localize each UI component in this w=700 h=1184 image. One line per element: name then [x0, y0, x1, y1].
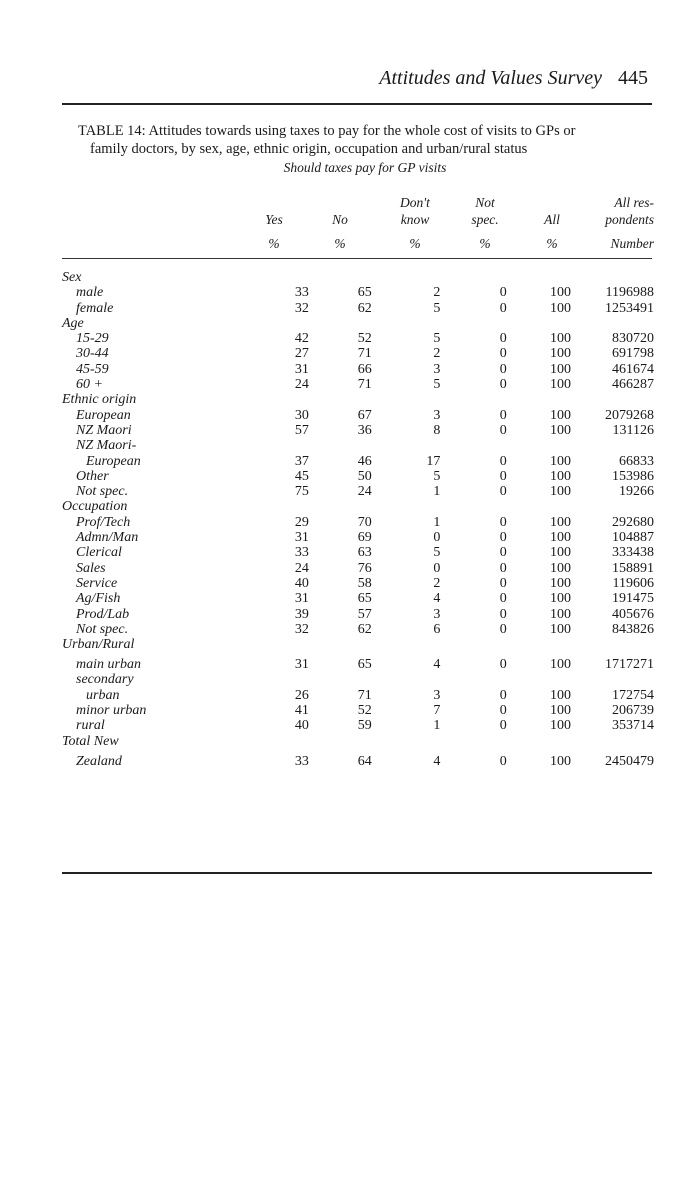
table-row: [62, 392, 654, 407]
cell-value: 100: [550, 560, 572, 576]
cell-value: 353714: [612, 718, 654, 734]
cell-value: [267, 392, 309, 407]
running-title: Attitudes and Values Survey: [379, 67, 602, 89]
table-row: [62, 607, 654, 622]
cell-value: 0: [499, 621, 507, 637]
cell-value: [571, 438, 654, 453]
cell-value: 2450479: [605, 753, 654, 769]
cell-value: 100: [550, 300, 572, 316]
table-row: [62, 703, 654, 718]
cell-value: [372, 438, 441, 453]
cell-value: 100: [550, 514, 572, 530]
cell-value: [440, 734, 506, 749]
row-label: Service: [76, 575, 118, 591]
cell-value: 4: [433, 591, 441, 607]
cell-value: 292680: [612, 514, 654, 530]
row-label: European: [86, 453, 141, 469]
cell-value: 0: [499, 346, 507, 362]
row-label: 45-59: [76, 361, 109, 377]
table-row: [62, 377, 654, 392]
table-row: [62, 530, 654, 545]
cell-value: 17: [426, 453, 441, 469]
cell-value: 100: [550, 331, 572, 347]
row-label: female: [76, 300, 114, 316]
row-label: NZ Maori: [76, 422, 132, 438]
cell-value: 691798: [612, 346, 654, 362]
cell-value: 63: [357, 545, 372, 561]
table-row: [62, 688, 654, 703]
cell-value: 33: [294, 285, 309, 301]
cell-value: 30: [294, 407, 309, 423]
row-label: 60 +: [76, 377, 103, 393]
table-row: [62, 734, 654, 749]
cell-value: [571, 392, 654, 407]
table-row: [62, 637, 654, 652]
caption-line-1: TABLE 14: Attitudes towards using taxes to pay for the whole cost of visits to GPs or: [78, 123, 576, 139]
row-label: main urban: [76, 657, 141, 673]
table-row: [62, 469, 654, 484]
header-bottom-rule: [62, 258, 652, 259]
row-label: Sex: [62, 270, 82, 285]
cell-value: 0: [499, 575, 507, 591]
cell-value: 100: [550, 377, 572, 393]
row-label: Urban/Rural: [62, 637, 135, 653]
table-row: [62, 718, 654, 733]
table-row: [62, 652, 654, 672]
cell-value: 100: [550, 545, 572, 561]
row-label: Other: [76, 468, 109, 484]
cell-value: 33: [294, 753, 309, 769]
cell-value: [309, 270, 372, 285]
cell-value: 1717271: [605, 657, 654, 673]
row-label: rural: [76, 718, 105, 734]
col-header-no: No: [332, 212, 348, 227]
cell-value: 3: [433, 606, 441, 622]
cell-value: 31: [294, 657, 309, 673]
cell-value: 2: [433, 285, 441, 301]
cell-value: [440, 499, 506, 514]
col-header-dk-top: Don't: [400, 195, 430, 210]
cell-value: 2: [433, 346, 441, 362]
cell-value: 45: [294, 468, 309, 484]
cell-value: 40: [294, 575, 309, 591]
row-label: Admn/Man: [76, 530, 139, 546]
cell-value: 153986: [612, 468, 654, 484]
cell-value: 843826: [612, 621, 654, 637]
cell-value: [571, 672, 654, 687]
col-header-all: All: [544, 212, 560, 227]
col-header-ns-top: Not: [475, 195, 495, 210]
cell-value: [440, 438, 506, 453]
cell-value: 100: [550, 591, 572, 607]
cell-value: 100: [550, 703, 572, 719]
row-label: minor urban: [76, 703, 147, 719]
cell-value: 1: [433, 484, 441, 500]
table-row: [62, 285, 654, 300]
col-unit-ns: %: [479, 236, 491, 251]
col-header-ns: spec.: [471, 212, 499, 227]
cell-value: 69: [357, 530, 372, 546]
cell-value: [267, 499, 309, 514]
cell-value: 52: [357, 703, 372, 719]
running-head: [379, 67, 648, 90]
cell-value: [507, 637, 571, 652]
cell-value: 0: [433, 560, 441, 576]
cell-value: 100: [550, 687, 572, 703]
data-table: [62, 270, 654, 769]
cell-value: 119606: [612, 575, 654, 591]
cell-value: [507, 672, 571, 687]
cell-value: 0: [499, 591, 507, 607]
row-label: European: [76, 407, 131, 423]
cell-value: 0: [499, 407, 507, 423]
cell-value: 57: [294, 422, 309, 438]
cell-value: 0: [499, 285, 507, 301]
cell-value: [507, 316, 571, 331]
cell-value: [507, 392, 571, 407]
cell-value: 0: [499, 718, 507, 734]
table-row: [62, 672, 654, 687]
cell-value: 333438: [612, 545, 654, 561]
table-row: [62, 408, 654, 423]
cell-value: [507, 438, 571, 453]
cell-value: 830720: [612, 331, 654, 347]
cell-value: 0: [499, 560, 507, 576]
col-header-n: pondents: [605, 212, 654, 227]
cell-value: 0: [499, 484, 507, 500]
cell-value: [571, 270, 654, 285]
row-label: Not spec.: [76, 484, 129, 500]
cell-value: [372, 637, 441, 652]
cell-value: 37: [294, 453, 309, 469]
table-row: [62, 438, 654, 453]
cell-value: 1: [433, 718, 441, 734]
cell-value: 0: [499, 453, 507, 469]
cell-value: 0: [499, 753, 507, 769]
cell-value: 158891: [612, 560, 654, 576]
table-row: [62, 346, 654, 361]
col-unit-no: %: [334, 236, 346, 251]
cell-value: 46: [357, 453, 372, 469]
cell-value: 172754: [612, 687, 654, 703]
cell-value: [440, 392, 506, 407]
col-header-yes: Yes: [265, 212, 283, 227]
cell-value: [267, 637, 309, 652]
col-unit-dk: %: [409, 236, 421, 251]
cell-value: [372, 316, 441, 331]
cell-value: 0: [499, 606, 507, 622]
cell-value: [440, 672, 506, 687]
table-body: [62, 270, 654, 769]
cell-value: 58: [357, 575, 372, 591]
cell-value: 0: [499, 361, 507, 377]
cell-value: 71: [357, 377, 372, 393]
cell-value: [440, 270, 506, 285]
cell-value: [309, 316, 372, 331]
cell-value: 1253491: [605, 300, 654, 316]
cell-value: 2: [433, 575, 441, 591]
cell-value: 131126: [612, 422, 654, 438]
table-caption: [78, 122, 663, 158]
table-row: [62, 749, 654, 769]
cell-value: 36: [357, 422, 372, 438]
cell-value: 0: [499, 331, 507, 347]
cell-value: 104887: [612, 530, 654, 546]
cell-value: [309, 499, 372, 514]
cell-value: 0: [499, 687, 507, 703]
cell-value: 461674: [612, 361, 654, 377]
cell-value: 71: [357, 687, 372, 703]
cell-value: [507, 734, 571, 749]
cell-value: 65: [357, 657, 372, 673]
cell-value: [267, 270, 309, 285]
cell-value: 100: [550, 346, 572, 362]
cell-value: 52: [357, 331, 372, 347]
row-label: Sales: [76, 560, 106, 576]
row-label: Occupation: [62, 499, 128, 515]
cell-value: 100: [550, 285, 572, 301]
cell-value: [372, 734, 441, 749]
table-row: [62, 622, 654, 637]
row-label: Age: [62, 315, 84, 331]
cell-value: 191475: [612, 591, 654, 607]
cell-value: 0: [499, 657, 507, 673]
cell-value: [309, 392, 372, 407]
cell-value: 100: [550, 453, 572, 469]
cell-value: 66833: [619, 453, 654, 469]
cell-value: 31: [294, 591, 309, 607]
row-label: 30-44: [76, 346, 109, 362]
table-row: [62, 576, 654, 591]
cell-value: 100: [550, 575, 572, 591]
cell-value: 29: [294, 514, 309, 530]
cell-value: [571, 637, 654, 652]
cell-value: [372, 672, 441, 687]
row-label: Zealand: [76, 753, 122, 769]
cell-value: 32: [294, 621, 309, 637]
table-row: [62, 561, 654, 576]
table-row: [62, 591, 654, 606]
row-label: Clerical: [76, 545, 122, 561]
row-label: NZ Maori-: [76, 438, 137, 454]
cell-value: 70: [357, 514, 372, 530]
table-row: [62, 331, 654, 346]
cell-value: 466287: [612, 377, 654, 393]
cell-value: 39: [294, 606, 309, 622]
cell-value: 6: [433, 621, 441, 637]
cell-value: 100: [550, 484, 572, 500]
cell-value: 0: [499, 422, 507, 438]
cell-value: 100: [550, 407, 572, 423]
caption-line-2: family doctors, by sex, age, ethnic origin, occupation and urban/rural status: [90, 141, 528, 157]
cell-value: 5: [433, 468, 441, 484]
cell-value: 0: [499, 377, 507, 393]
table-row: [62, 454, 654, 469]
cell-value: [372, 392, 441, 407]
cell-value: 100: [550, 718, 572, 734]
table-row: [62, 316, 654, 331]
cell-value: 0: [499, 468, 507, 484]
cell-value: 0: [499, 300, 507, 316]
cell-value: 71: [357, 346, 372, 362]
cell-value: [571, 499, 654, 514]
cell-value: 19266: [619, 484, 654, 500]
cell-value: 7: [433, 703, 441, 719]
page-number: 445: [618, 67, 648, 89]
cell-value: 24: [357, 484, 372, 500]
cell-value: [267, 316, 309, 331]
cell-value: 100: [550, 468, 572, 484]
cell-value: 27: [294, 346, 309, 362]
row-label: Ag/Fish: [76, 591, 121, 607]
cell-value: 75: [294, 484, 309, 500]
cell-value: 100: [550, 753, 572, 769]
cell-value: 5: [433, 300, 441, 316]
table-row: [62, 362, 654, 377]
col-header-dk: know: [400, 212, 430, 227]
cell-value: 0: [499, 703, 507, 719]
header-rule: [62, 103, 652, 105]
cell-value: 1196988: [605, 285, 654, 301]
cell-value: 3: [433, 687, 441, 703]
cell-value: 5: [433, 331, 441, 347]
cell-value: 100: [550, 530, 572, 546]
col-unit-all: %: [546, 236, 558, 251]
row-label: Not spec.: [76, 621, 129, 637]
cell-value: 40: [294, 718, 309, 734]
cell-value: 5: [433, 545, 441, 561]
cell-value: [507, 270, 571, 285]
row-label: Prof/Tech: [76, 514, 131, 530]
cell-value: [309, 734, 372, 749]
cell-value: 57: [357, 606, 372, 622]
cell-value: 62: [357, 621, 372, 637]
cell-value: 0: [499, 545, 507, 561]
cell-value: [267, 672, 309, 687]
cell-value: 64: [357, 753, 372, 769]
cell-value: 42: [294, 331, 309, 347]
cell-value: 0: [499, 530, 507, 546]
cell-value: 24: [294, 377, 309, 393]
cell-value: 76: [357, 560, 372, 576]
cell-value: 4: [433, 753, 441, 769]
table-row: [62, 301, 654, 316]
cell-value: [267, 438, 309, 453]
cell-value: 62: [357, 300, 372, 316]
row-label: secondary: [76, 672, 134, 688]
cell-value: [440, 637, 506, 652]
cell-value: 26: [294, 687, 309, 703]
col-unit-n: Number: [610, 236, 654, 251]
col-unit-yes: %: [268, 236, 280, 251]
cell-value: 0: [433, 530, 441, 546]
cell-value: 100: [550, 621, 572, 637]
row-label: Prod/Lab: [76, 606, 130, 622]
cell-value: 100: [550, 361, 572, 377]
cell-value: 1: [433, 514, 441, 530]
table-row: [62, 270, 654, 285]
row-label: urban: [86, 687, 120, 703]
cell-value: [507, 499, 571, 514]
cell-value: 0: [499, 514, 507, 530]
table-bottom-rule: [62, 872, 652, 874]
cell-value: 67: [357, 407, 372, 423]
cell-value: 5: [433, 377, 441, 393]
row-label: 15-29: [76, 331, 109, 347]
table-row: [62, 515, 654, 530]
cell-value: 8: [433, 422, 441, 438]
cell-value: 100: [550, 606, 572, 622]
table-row: [62, 499, 654, 514]
table-row: [62, 423, 654, 438]
row-label: Ethnic origin: [62, 392, 137, 408]
cell-value: 100: [550, 422, 572, 438]
cell-value: [309, 637, 372, 652]
cell-value: 31: [294, 361, 309, 377]
cell-value: [440, 316, 506, 331]
cell-value: [372, 499, 441, 514]
col-header-n-top: All res-: [614, 195, 654, 210]
cell-value: 65: [357, 285, 372, 301]
cell-value: 4: [433, 657, 441, 673]
cell-value: 405676: [612, 606, 654, 622]
cell-value: [309, 672, 372, 687]
cell-value: 50: [357, 468, 372, 484]
cell-value: 65: [357, 591, 372, 607]
cell-value: 41: [294, 703, 309, 719]
cell-value: 2079268: [605, 407, 654, 423]
row-label: Total New: [62, 733, 119, 749]
table-row: [62, 545, 654, 560]
cell-value: 32: [294, 300, 309, 316]
cell-value: 3: [433, 407, 441, 423]
cell-value: 100: [550, 657, 572, 673]
cell-value: 66: [357, 361, 372, 377]
cell-value: 24: [294, 560, 309, 576]
cell-value: 31: [294, 530, 309, 546]
cell-value: 59: [357, 718, 372, 734]
cell-value: 33: [294, 545, 309, 561]
table-row: [62, 484, 654, 499]
cell-value: [267, 734, 309, 749]
cell-value: 206739: [612, 703, 654, 719]
cell-value: [571, 316, 654, 331]
cell-value: [309, 438, 372, 453]
cell-value: 3: [433, 361, 441, 377]
cell-value: [571, 734, 654, 749]
row-label: male: [76, 285, 104, 301]
cell-value: [372, 270, 441, 285]
column-super-header: Should taxes pay for GP visits: [283, 160, 447, 175]
